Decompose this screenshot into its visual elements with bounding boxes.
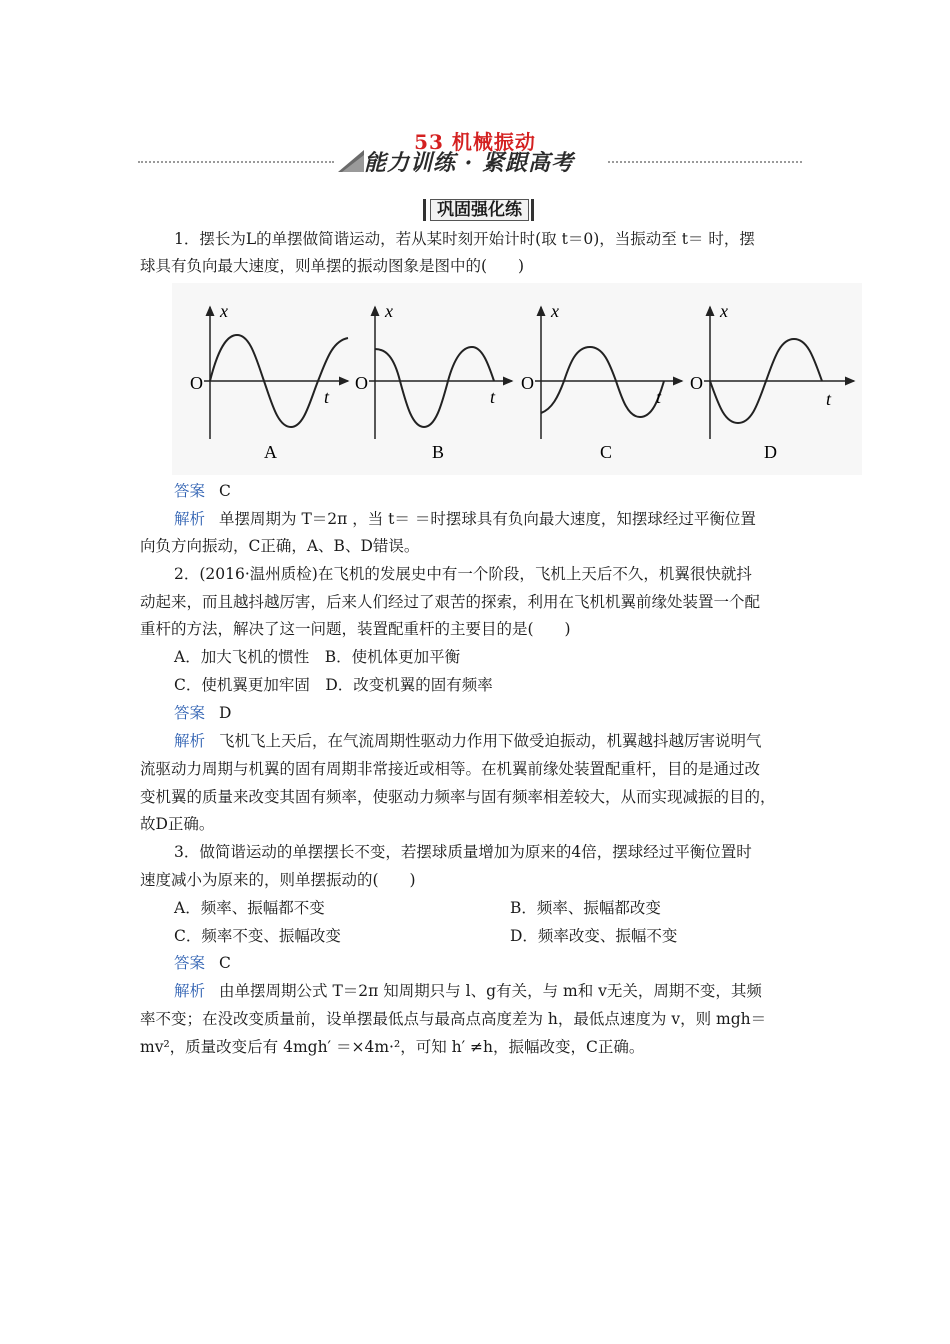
graph-d (690, 301, 854, 462)
graph-b (355, 301, 512, 462)
q1-graphs (172, 283, 862, 475)
q3-option-b: B．频率、振幅都改变 (510, 899, 661, 917)
q1-line-2: 球具有负向最大速度，则单摆的振动图象是图中的( ) (140, 257, 525, 275)
q3-analysis-label: 解析 (174, 982, 206, 1000)
graph-c (521, 301, 682, 462)
graph-b-label: B (432, 442, 445, 462)
q2-line-3: 重杆的方法，解决了这一问题，装置配重杆的主要目的是( ) (140, 620, 571, 638)
graph-a-label: A (264, 442, 277, 462)
graph-c-t-label: t (656, 387, 662, 407)
q3-option-c: C．频率不变、振幅改变 (174, 927, 341, 945)
graph-a-t-label: t (324, 387, 330, 407)
q3-line-1: 3．做简谐运动的单摆摆长不变，若摆球质量增加为原来的4倍，摆球经过平衡位置时 (174, 843, 752, 861)
section-bar-right (531, 199, 534, 221)
q2-line-1: 2．(2016·温州质检)在飞机的发展史中有一个阶段，飞机上天后不久，机翼很快就抖 (174, 565, 752, 583)
graph-a-origin: O (190, 373, 203, 393)
q1-line-1: 1．摆长为L的单摆做简谐运动，若从某时刻开始计时(取 t＝0)，当振动至 t＝ 时，摆 (174, 230, 755, 248)
q1-answer (174, 481, 231, 501)
banner-text: 能力训练 · 紧跟高考 (364, 150, 574, 176)
graph-a-x-label: x (220, 301, 228, 321)
section-banner (138, 148, 802, 176)
q2-answer-label: 答案 (174, 704, 206, 722)
q2-answer (174, 703, 231, 723)
q2-analysis-text-1: 飞机飞上天后，在气流周期性驱动力作用下做受迫振动，机翼越抖越厉害说明气 (219, 732, 762, 750)
q2-option-ab: A．加大飞机的惯性 B．使机体更加平衡 (174, 648, 461, 666)
banner-rule-left (138, 161, 334, 163)
q1-analysis-2: 向负方向振动，C正确，A、B、D错误。 (140, 537, 420, 555)
q3-answer (174, 953, 231, 973)
q3-analysis-1 (174, 981, 762, 1001)
graph-b-origin: O (355, 373, 368, 393)
banner-rule-right (608, 161, 802, 163)
graph-d-t-label: t (826, 389, 832, 409)
page-title: 53 机械振动 (414, 130, 536, 154)
q3-analysis-3: mv²，质量改变后有 4mgh′ ＝×4m·²，可知 h′ ≠h，振幅改变，C正确。 (140, 1038, 645, 1056)
q3-analysis-2: 率不变；在没改变质量前，设单摆最低点与最高点高度差为 h，最低点速度为 v，则 mgh＝ (140, 1010, 767, 1028)
q2-line-2: 动起来，而且越抖越厉害，后来人们经过了艰苦的探索，利用在飞机机翼前缘处装置一个配 (140, 593, 761, 611)
q3-answer-label: 答案 (174, 954, 206, 972)
banner-ramp-icon (338, 150, 364, 172)
graph-c-origin: O (521, 373, 534, 393)
section-bar-left (423, 199, 426, 221)
graph-d-label: D (764, 442, 777, 462)
q2-option-cd: C．使机翼更加牢固 D．改变机翼的固有频率 (174, 676, 493, 694)
graph-a (190, 301, 348, 462)
q2-analysis-2: 流驱动力周期与机翼的固有周期非常接近或相等。在机翼前缘处装置配重杆，目的是通过改 (140, 760, 761, 778)
q2-analysis-3: 变机翼的质量来改变其固有频率，使驱动力频率与固有频率相差较大，从而实现减振的目的， (140, 788, 776, 806)
q1-analysis-label: 解析 (174, 510, 206, 528)
q1-analysis-text-1: 单摆周期为 T＝2π ，当 t＝ ＝时摆球具有负向最大速度，知摆球经过平衡位置 (219, 510, 756, 528)
graph-d-x-label: x (720, 301, 728, 321)
q1-analysis-1 (174, 509, 756, 529)
q2-analysis-1 (174, 731, 762, 751)
graph-c-x-label: x (551, 301, 559, 321)
q2-analysis-label: 解析 (174, 732, 206, 750)
graph-b-t-label: t (490, 387, 496, 407)
q1-answer-value: C (219, 482, 231, 500)
q3-analysis-text-1: 由单摆周期公式 T＝2π 知周期只与 l、g有关，与 m和 v无关，周期不变，其频 (219, 982, 762, 1000)
graph-d-origin: O (690, 373, 703, 393)
q3-line-2: 速度减小为原来的，则单摆振动的( ) (140, 871, 416, 889)
q2-answer-value: D (219, 704, 232, 722)
section-heading (423, 199, 536, 221)
graph-b-x-label: x (385, 301, 393, 321)
q3-option-d: D．频率改变、振幅不变 (510, 927, 678, 945)
q1-answer-label: 答案 (174, 482, 206, 500)
q2-analysis-4: 故D正确。 (140, 815, 215, 833)
q3-option-a: A．频率、振幅都不变 (174, 899, 325, 917)
q3-answer-value: C (219, 954, 231, 972)
q1-figure (172, 283, 862, 475)
graph-c-label: C (600, 442, 613, 462)
section-label: 巩固强化练 (430, 199, 529, 221)
